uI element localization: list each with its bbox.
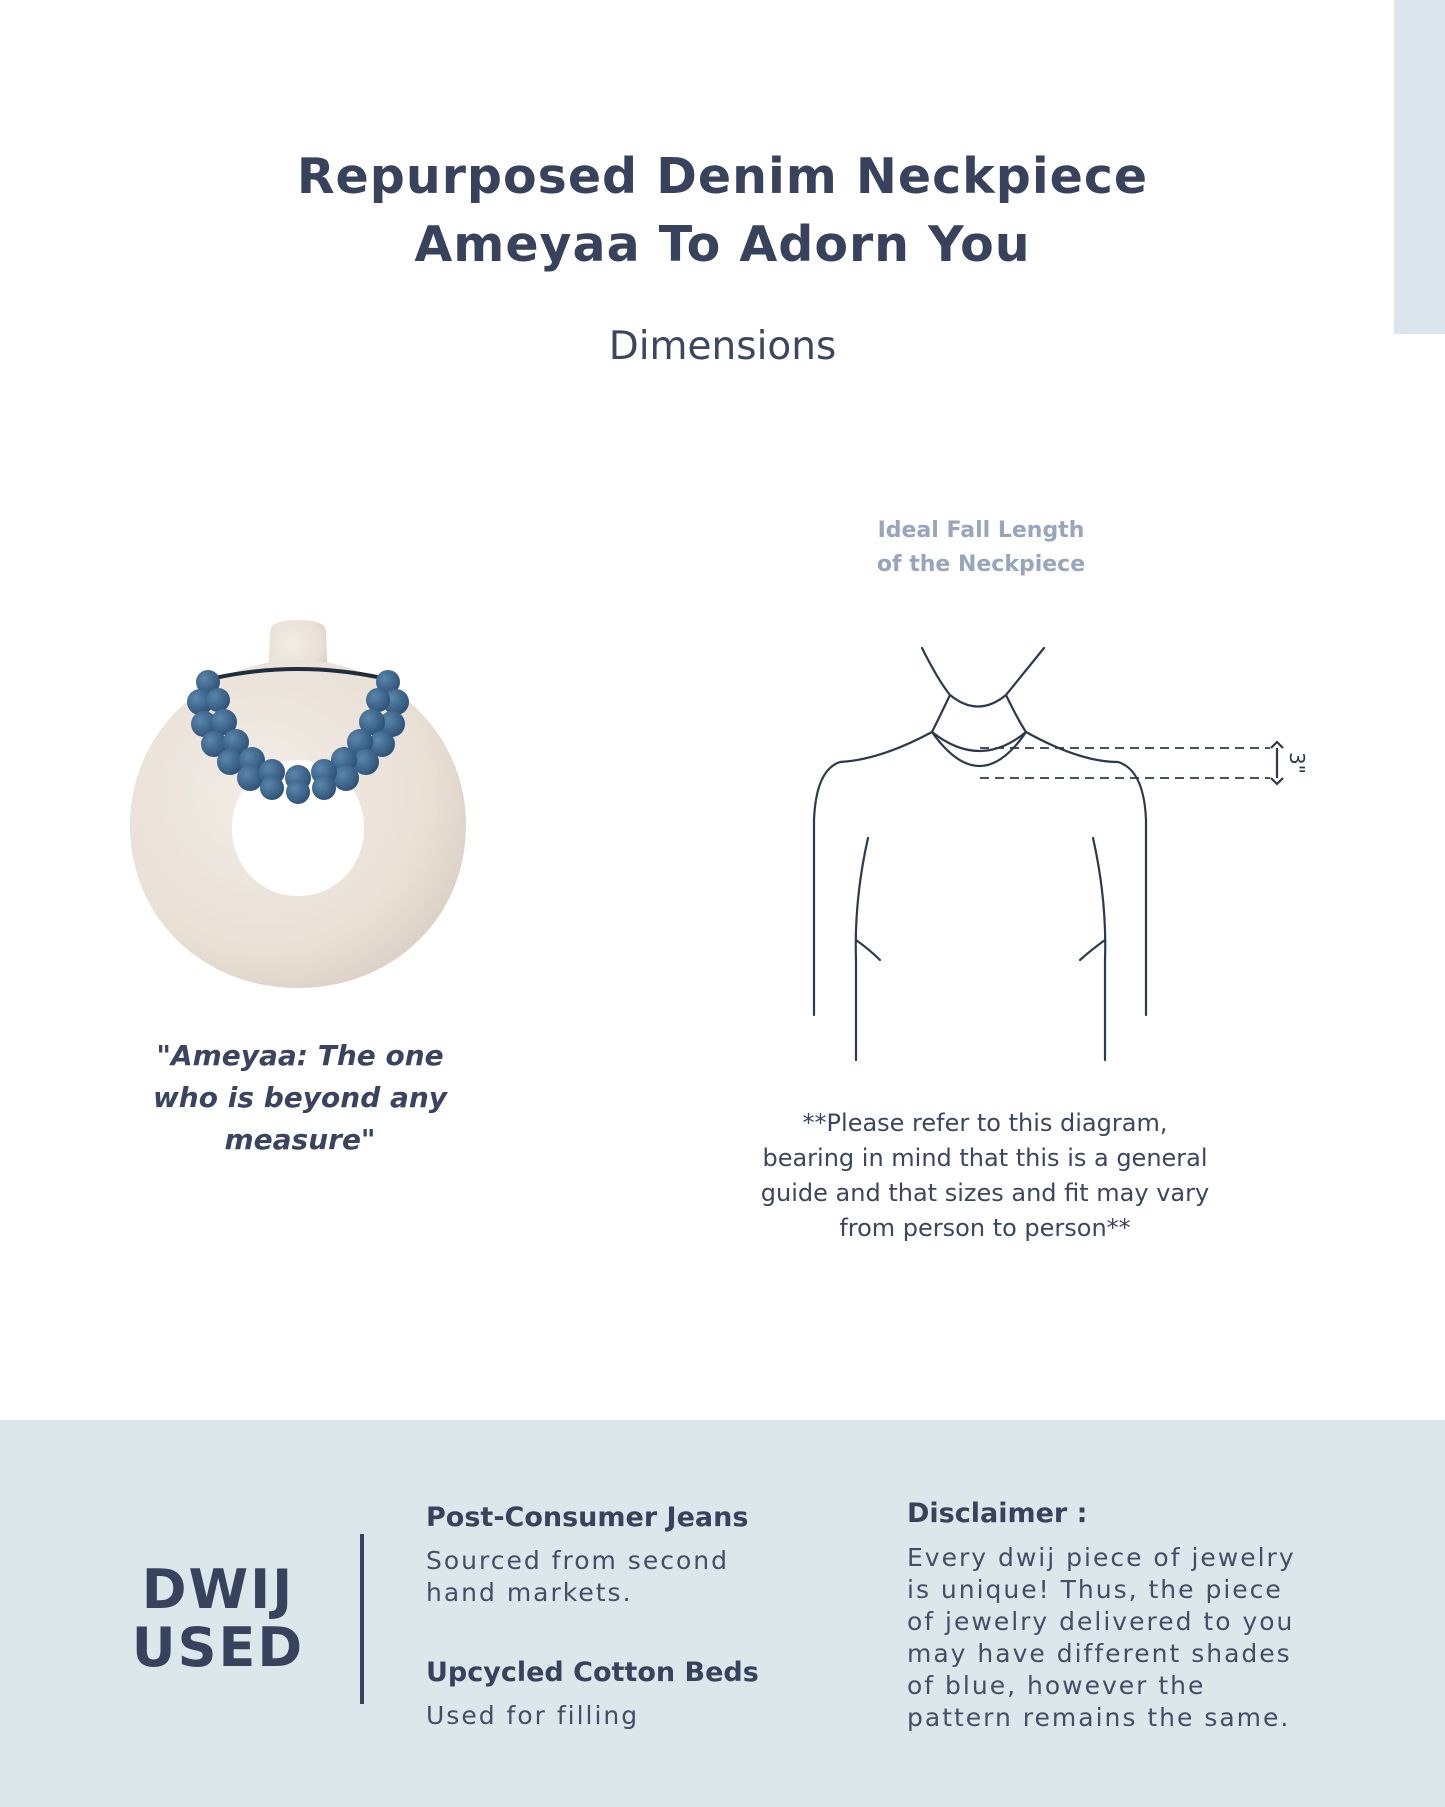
disclaimer-heading: Disclaimer : xyxy=(907,1498,1088,1529)
page-title-line-2: Ameyaa To Adorn You xyxy=(414,216,1031,273)
brand-name-line-2: USED xyxy=(131,1616,305,1679)
disclaimer-line-3: of jewelry delivered to you xyxy=(907,1607,1295,1636)
product-quote-line-3: measure" xyxy=(224,1123,376,1156)
measurement-label: 3" xyxy=(1285,752,1309,774)
disclaimer-line-6: pattern remains the same. xyxy=(907,1703,1291,1732)
neckpiece-fall-length-diagram xyxy=(800,640,1320,1070)
material-heading-cotton: Upcycled Cotton Beds xyxy=(426,1657,759,1688)
material-heading-jeans: Post-Consumer Jeans xyxy=(426,1502,749,1533)
fall-length-label-line-2: of the Neckpiece xyxy=(876,552,1086,577)
product-quote-line-2: who is beyond any xyxy=(152,1081,448,1114)
disclaimer-line-1: Every dwij piece of jewelry xyxy=(907,1543,1296,1572)
brand-name-line-1: DWIJ xyxy=(141,1558,295,1621)
material-text-jeans-line-1: Sourced from second xyxy=(426,1546,729,1575)
diagram-note-line-4: from person to person** xyxy=(839,1214,1131,1242)
product-image-vase-necklace xyxy=(120,620,480,992)
disclaimer-line-2: is unique! Thus, the piece xyxy=(907,1575,1283,1604)
material-text-jeans-line-2: hand markets. xyxy=(426,1578,633,1607)
section-subtitle: Dimensions xyxy=(608,324,837,369)
footer-divider xyxy=(360,1534,364,1704)
material-text-cotton-line-1: Used for filling xyxy=(426,1701,640,1730)
product-quote-line-1: "Ameyaa: The one xyxy=(156,1039,444,1072)
diagram-note-line-1: **Please refer to this diagram, xyxy=(802,1109,1168,1137)
disclaimer-line-4: may have different shades xyxy=(907,1639,1292,1668)
diagram-note-line-3: guide and that sizes and fit may vary xyxy=(760,1179,1210,1207)
page-title-line-1: Repurposed Denim Neckpiece xyxy=(296,148,1149,205)
fall-length-label-line-1: Ideal Fall Length xyxy=(877,518,1085,543)
diagram-note-line-2: bearing in mind that this is a general xyxy=(762,1144,1208,1172)
disclaimer-line-5: of blue, however the xyxy=(907,1671,1206,1700)
